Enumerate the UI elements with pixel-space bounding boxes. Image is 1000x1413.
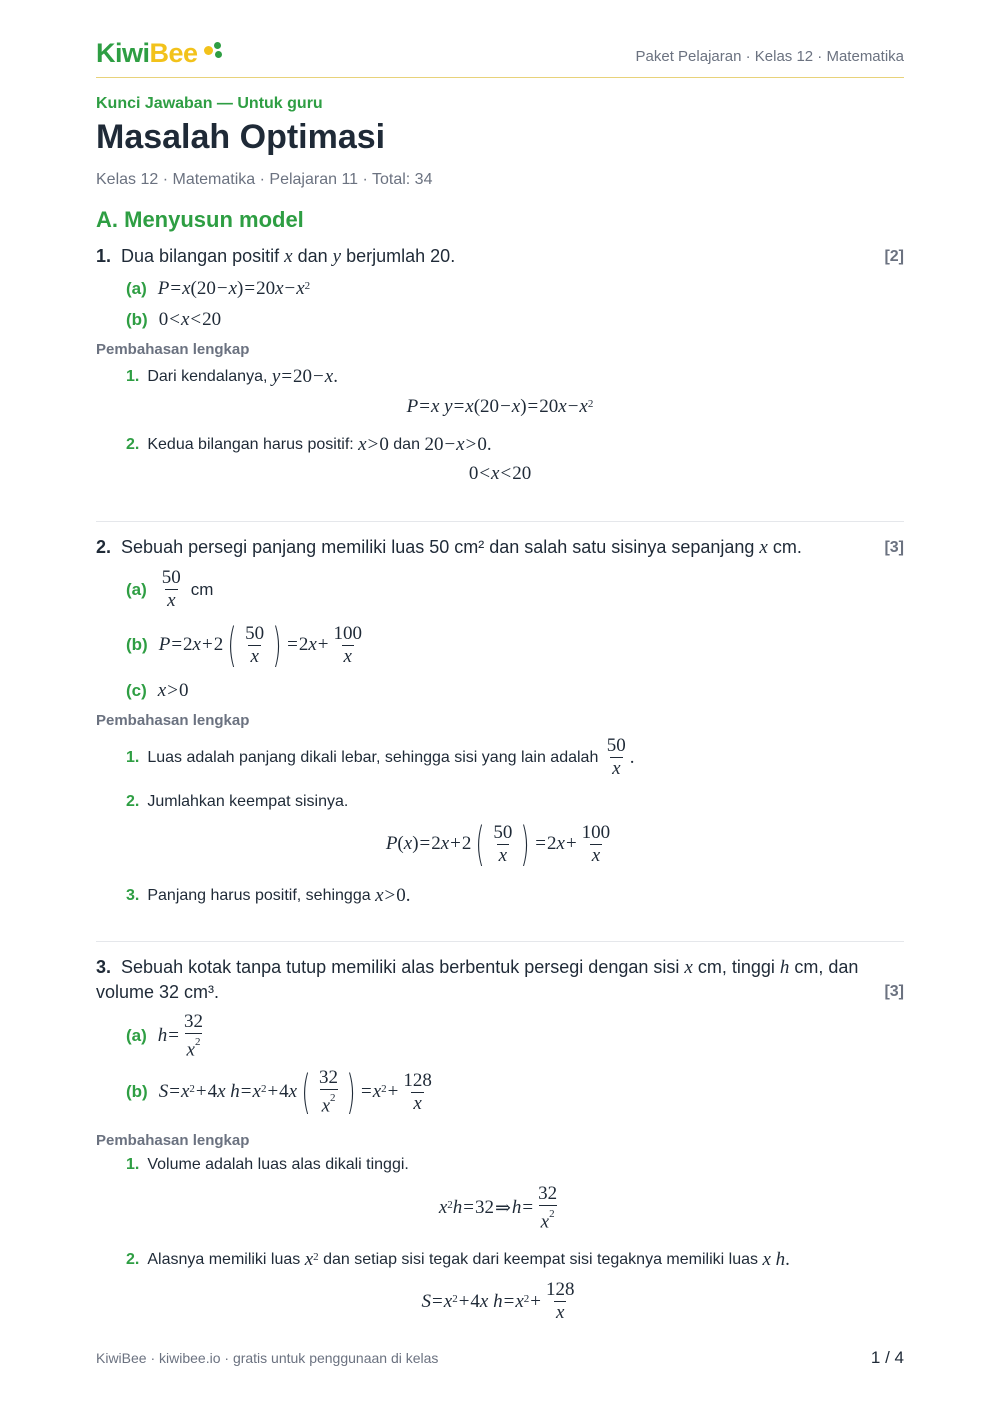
step-number: 1. (126, 368, 140, 385)
question-3: 3. Sebuah kotak tanpa tutup memiliki alas berbentuk persegi dengan sisi x cm, tinggi h cm, dan volume 32 cm³. (96, 957, 859, 1002)
step-text: Panjang harus positif, sehingga (147, 887, 371, 904)
question-number: 1. (96, 246, 112, 266)
step-text: dan (393, 436, 420, 453)
question-text: cm, tinggi (697, 957, 775, 977)
header-divider (96, 77, 904, 78)
display-equation: 0 < x < 20 (468, 463, 532, 484)
marks-badge: [3] (884, 983, 904, 1000)
question-text: Sebuah persegi panjang memiliki luas 50 cm² dan salah satu sisinya sepanjang (121, 537, 755, 557)
answer-part-b (126, 309, 221, 331)
step-text: Jumlahkan keempat sisinya. (147, 793, 349, 810)
display-equation: x $^2$ h = 32 ⇒ h = $\frac{32}{x^2}$ (438, 1183, 558, 1233)
logo-dots-icon (204, 42, 228, 62)
logo-bee-text: Bee (149, 38, 198, 68)
header-breadcrumb: Paket Pelajaran · Kelas 12 · Matematika (635, 48, 904, 65)
answer-part-a: (a) $\frac{50}{x}$ cm (126, 567, 214, 611)
question-text: Dua bilangan positif (121, 246, 280, 266)
math-expression: P = x (20 − x ) = 20 x − x $^2$ (157, 278, 311, 299)
step-number: 3. (126, 887, 140, 904)
math-expression: 0 < x < 20 (158, 309, 222, 330)
display-equation: P = x y = x (20 − x ) = 20 x − x $^2$ (406, 396, 594, 417)
question-2: 2. Sebuah persegi panjang memiliki luas 50 cm² dan salah satu sisinya sepanjang x cm. (96, 537, 802, 558)
question-text: volume 32 cm³. (96, 982, 220, 1002)
footer-credit: KiwiBee · kiwibee.io · gratis untuk penggunaan di kelas (96, 1350, 439, 1366)
answer-part-a: (a) h = $\frac{32}{x^2}$ (126, 1011, 203, 1061)
part-label: (b) (126, 310, 148, 329)
question-number: 2. (96, 537, 112, 557)
marks-badge: [2] (884, 248, 904, 265)
part-label: (b) (126, 1082, 148, 1102)
solution-step: 1. Dari kendalanya, y = 20 − x . (126, 366, 338, 387)
solution-step: 3. Panjang harus positif, sehingga x > 0. (126, 885, 411, 906)
solution-step: 2. Alasnya memiliki luas x $^2$ dan setiap sisi tegak dari keempat sisi tegaknya memiliki luas x h . (126, 1249, 790, 1270)
lesson-meta: Kelas 12 · Matematika · Pelajaran 11 · Total: 34 (96, 171, 433, 188)
step-number: 2. (126, 1251, 140, 1268)
step-text: dan setiap sisi tegak dari keempat sisi tegaknya memiliki luas (323, 1251, 758, 1268)
section-heading-a: A. Menyusun model (96, 207, 304, 232)
question-1: 1. Dua bilangan positif x dan y berjumlah 20. (96, 246, 456, 267)
question-number: 3. (96, 957, 112, 977)
solution-step: 2. Kedua bilangan harus positif: x > 0 dan 20 − x > 0. (126, 434, 492, 455)
answer-part-b: (b) P = 2 x + 2 ( $\frac{50}{x}$ ) = 2 x + $\frac{100}{x}$ (126, 618, 362, 672)
question-text: cm, dan (794, 957, 859, 977)
question-divider (96, 941, 904, 942)
display-equation: S = x $^2$ + 4 x h = x $^2$ + $\frac{128}{x}$ (421, 1279, 575, 1323)
answer-part-c: (c) x > 0 (126, 680, 189, 701)
question-text: berjumlah 20. (346, 246, 456, 266)
worksheet-page (96, 0, 904, 1413)
full-solution-heading: Pembahasan lengkap (96, 341, 250, 358)
answer-key-eyebrow: Kunci Jawaban — Untuk guru (96, 95, 323, 112)
solution-step: 1. Luas adalah panjang dikali lebar, sehingga sisi yang lain adalah $\frac{50}{x}$ . (126, 735, 635, 779)
solution-step (126, 1156, 409, 1174)
answer-part-a (126, 278, 310, 300)
step-number: 2. (126, 436, 140, 453)
question-text: cm. (772, 537, 802, 557)
step-number: 1. (126, 1156, 140, 1173)
part-label: (a) (126, 1026, 147, 1046)
step-text: Volume adalah luas alas dikali tinggi. (147, 1156, 409, 1173)
marks-badge: [3] (884, 539, 904, 556)
part-label: (b) (126, 635, 148, 654)
page-title: Masalah Optimasi (96, 118, 386, 156)
step-number: 1. (126, 748, 140, 766)
page-number: 1 / 4 (870, 1348, 904, 1367)
step-text: Luas adalah panjang dikali lebar, sehingga sisi yang lain adalah (147, 748, 599, 766)
logo-kiwi-text: Kiwi (96, 38, 150, 68)
step-number: 2. (126, 793, 140, 810)
part-label: (a) (126, 579, 147, 599)
kiwibee-logo[interactable] (96, 38, 198, 69)
solution-step (126, 793, 348, 811)
part-label: (c) (126, 681, 147, 700)
step-text: Alasnya memiliki luas (147, 1251, 301, 1268)
unit-label: cm (190, 579, 214, 599)
full-solution-heading: Pembahasan lengkap (96, 1132, 250, 1149)
full-solution-heading: Pembahasan lengkap (96, 712, 250, 729)
question-text: Sebuah kotak tanpa tutup memiliki alas berbentuk persegi dengan sisi (121, 957, 680, 977)
answer-part-b: (b) S = x $^2$ + 4 x h = x $^2$ + 4 x ( $\frac{32}{x^2}$ ) = x $^2$ + $\frac{128}{x}$ (126, 1065, 432, 1120)
step-text: Dari kendalanya, (147, 368, 268, 385)
display-equation: P ( x ) = 2 x + 2 ( $\frac{50}{x}$ ) = 2 x + $\frac{100}{x}$ (385, 817, 611, 871)
question-text: dan (297, 246, 328, 266)
step-text: Kedua bilangan harus positif: (147, 436, 354, 453)
question-divider (96, 521, 904, 522)
part-label: (a) (126, 279, 147, 298)
